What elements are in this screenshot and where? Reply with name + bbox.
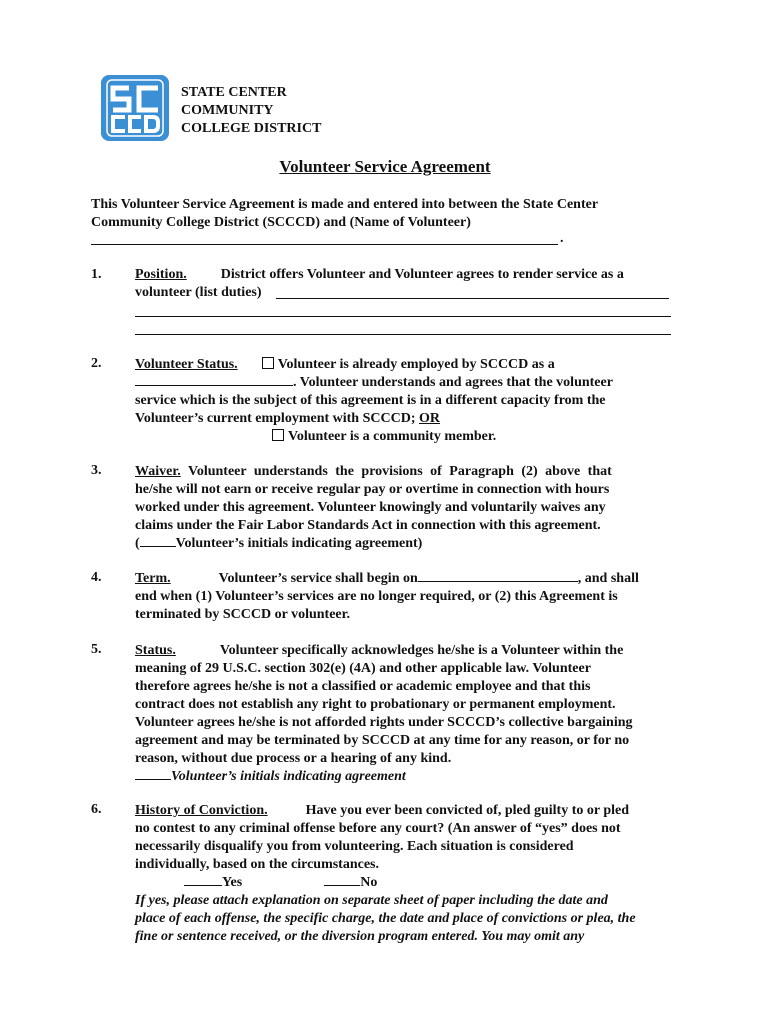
section-5-text-2: meaning of 29 U.S.C. section 302(e) (4A) and other applicable law. Volunteer [135,661,591,676]
section-3-text-3: worked under this agreement. Volunteer knowingly and voluntarily waives any [135,500,606,515]
section-1-heading: Position. [135,267,187,282]
initials-field-1[interactable] [140,545,176,547]
section-6-number: 6. [91,802,102,817]
section-5 [135,642,633,786]
section-2-option-1: Volunteer is already employed by SCCCD as a [277,357,555,372]
org-line-1: STATE CENTER [181,85,287,100]
section-1-text-1: District offers Volunteer and Volunteer agrees to render service as a [220,267,624,282]
section-5-text-6: agreement and may be terminated by SCCCD at any time for any reason, or for no [135,733,630,748]
section-2-option-2: Volunteer is a community member. [288,429,497,444]
section-4-text-1b: , and shall [577,571,639,586]
conviction-no-field[interactable] [324,884,360,886]
section-6-italic-2: place of each offense, the specific charge, the date and place of convictions or plea, the [135,911,636,926]
section-1 [135,266,624,302]
section-6-text-4: individually, based on the circumstances. [135,857,380,872]
intro-paragraph [91,196,598,232]
scccd-logo [101,75,169,141]
section-4-text-3: terminated by SCCCD or volunteer. [135,607,351,622]
duties-field-1[interactable] [276,298,669,299]
section-1-number: 1. [91,267,102,282]
section-6-italic-1: If yes, please attach explanation on separate sheet of paper including the date and [135,893,608,908]
section-2 [135,356,613,446]
organization-name [181,84,321,138]
section-5-text-3: therefore agrees he/she is not a classified or academic employee and that this [135,679,591,694]
yes-label: Yes [222,875,243,890]
section-5-initials-label: Volunteer’s initials indicating agreement [171,769,406,784]
section-4-text-2: end when (1) Volunteer’s services are no longer required, or (2) this Agreement is [135,589,618,604]
volunteer-name-field[interactable] [91,244,558,245]
current-position-field[interactable] [135,384,293,386]
start-date-field[interactable] [418,580,578,582]
section-3-text-4: claims under the Fair Labor Standards Act in connection with this agreement. [135,518,601,533]
section-6 [135,802,636,946]
section-6-text-3: necessarily disqualify you from volunteering. Each situation is considered [135,839,574,854]
intro-line-1: This Volunteer Service Agreement is made and entered into between the State Center [91,197,599,212]
section-5-number: 5. [91,642,102,657]
initials-field-2[interactable] [135,778,171,780]
no-label: No [360,875,378,890]
section-3-initials-label: Volunteer’s initials indicating agreement) [175,536,423,551]
intro-period: . [560,231,564,246]
section-3-heading: Waiver. [135,464,181,479]
section-5-text-4: contract does not establish any right to probationary or permanent employment. [135,697,616,712]
section-5-text-7: reason, without due process or a hearing of any kind. [135,751,452,766]
section-3-paren: ( [135,536,140,551]
section-1-text-2: volunteer (list duties) [135,285,262,300]
document-title: Volunteer Service Agreement [279,157,491,176]
section-4-text-1: Volunteer’s service shall begin on [218,571,418,586]
section-5-text-1: Volunteer specifically acknowledges he/she is a Volunteer within the [219,643,624,658]
section-3-text-2: he/she will not earn or receive regular pay or overtime in connection with hours [135,482,610,497]
section-4 [135,570,639,624]
conviction-yes-field[interactable] [184,884,222,886]
section-5-heading: Status. [135,643,176,658]
duties-field-2[interactable] [135,316,671,317]
section-2-text-2: . Volunteer understands and agrees that the volunteer [293,375,613,390]
section-2-text-4: Volunteer’s current employment with SCCCD; [135,411,419,426]
section-3-text-1: Volunteer understands the provisions of Paragraph (2) above that [180,464,612,479]
section-6-italic-3: fine or sentence received, or the diversion program entered. You may omit any [135,929,585,944]
section-4-number: 4. [91,570,102,585]
org-line-3: COLLEGE DISTRICT [181,121,322,136]
section-2-or: OR [419,411,440,426]
section-3 [135,463,612,553]
section-6-text-1: Have you ever been convicted of, pled guilty to or pled [305,803,630,818]
section-5-text-5: Volunteer agrees he/she is not afforded rights under SCCCD’s collective bargaining [135,715,633,730]
section-6-heading: History of Conviction. [135,803,268,818]
employed-checkbox[interactable] [262,357,274,369]
intro-line-2: Community College District (SCCCD) and (Name of Volunteer) [91,215,471,230]
section-2-text-3: service which is the subject of this agreement is in a different capacity from the [135,393,606,408]
section-2-number: 2. [91,356,102,371]
section-3-number: 3. [91,463,102,478]
org-line-2: COMMUNITY [181,103,274,118]
community-member-checkbox[interactable] [272,429,284,441]
section-2-heading: Volunteer Status. [135,357,238,372]
duties-field-3[interactable] [135,334,671,335]
section-4-heading: Term. [135,571,171,586]
section-6-text-2: no contest to any criminal offense before any court? (An answer of “yes” does not [135,821,621,836]
